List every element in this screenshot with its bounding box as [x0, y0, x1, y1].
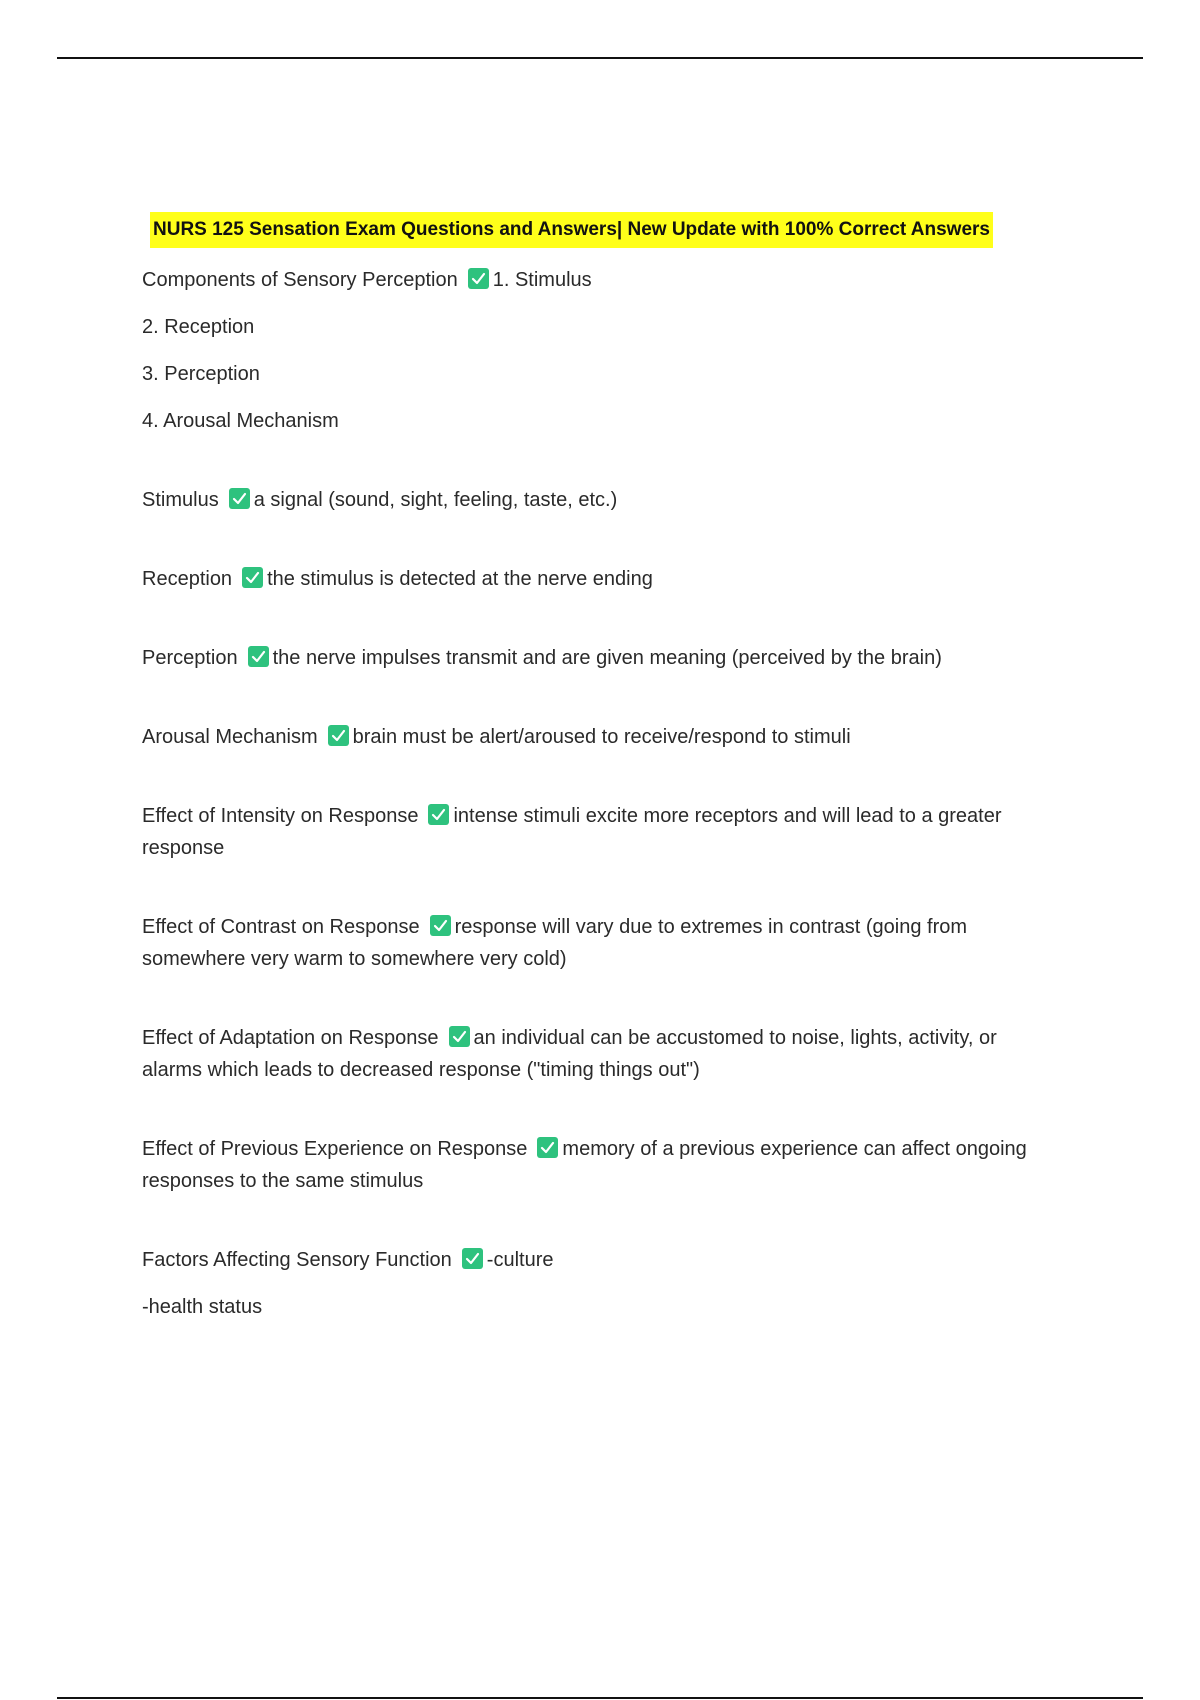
- entry-gap: [142, 990, 1062, 1022]
- entry-gap: [142, 1101, 1062, 1133]
- question-text: Effect of Contrast on Response: [142, 916, 420, 938]
- qa-entry: [142, 911, 1062, 975]
- question-text: Factors Affecting Sensory Function: [142, 1249, 452, 1271]
- question-text: Arousal Mechanism: [142, 726, 318, 748]
- answer-text: intense stimuli excite more receptors and will lead to a greater response: [142, 805, 1002, 859]
- qa-entry: [142, 264, 1062, 296]
- check-icon: [468, 268, 489, 289]
- answer-text: an individual can be accustomed to noise, lights, activity, or alarms which leads to decreased response ("timing things out"): [142, 1027, 997, 1081]
- qa-entry: [142, 1022, 1062, 1086]
- qa-entry: [142, 484, 1062, 516]
- entry-gap: [142, 531, 1062, 563]
- answer-text: memory of a previous experience can affect ongoing responses to the same stimulus: [142, 1138, 1027, 1192]
- answer-text: brain must be alert/aroused to receive/respond to stimuli: [352, 726, 851, 748]
- answer-continuation: 3. Perception: [142, 363, 260, 385]
- check-icon: [248, 646, 269, 667]
- header-rule: [57, 57, 1143, 59]
- entry-gap: [142, 610, 1062, 642]
- answer-continuation: 2. Reception: [142, 316, 255, 338]
- qa-list: [142, 264, 1062, 1323]
- qa-entry: [142, 642, 1062, 674]
- entry-gap: [142, 689, 1062, 721]
- question-text: Stimulus: [142, 489, 219, 511]
- answer-text: the stimulus is detected at the nerve ending: [267, 568, 653, 590]
- answer-continuation: -health status: [142, 1296, 263, 1318]
- title-wrap: [150, 212, 1062, 248]
- answer-text: 1. Stimulus: [492, 269, 592, 291]
- qa-entry: [142, 721, 1062, 753]
- answer-text: the nerve impulses transmit and are given meaning (perceived by the brain): [272, 647, 942, 669]
- document-title: NURS 125 Sensation Exam Questions and Answers| New Update with 100% Correct Answers: [150, 212, 993, 248]
- qa-entry: [142, 1244, 1062, 1276]
- entry-gap: [142, 452, 1062, 484]
- entry-gap: [142, 768, 1062, 800]
- answer-continuation: 4. Arousal Mechanism: [142, 410, 339, 432]
- question-text: Reception: [142, 568, 233, 590]
- footer-rule: [57, 1697, 1143, 1699]
- document-body: [142, 212, 1062, 1338]
- entry-gap: [142, 1212, 1062, 1244]
- entry-gap: [142, 879, 1062, 911]
- answer-text: -culture: [486, 1249, 554, 1271]
- question-text: Effect of Previous Experience on Response: [142, 1138, 528, 1160]
- check-icon: [449, 1026, 470, 1047]
- check-icon: [430, 915, 451, 936]
- check-icon: [537, 1137, 558, 1158]
- question-text: Effect of Adaptation on Response: [142, 1027, 439, 1049]
- check-icon: [462, 1248, 483, 1269]
- qa-entry: [142, 800, 1062, 864]
- check-icon: [229, 488, 250, 509]
- question-text: Effect of Intensity on Response: [142, 805, 419, 827]
- qa-entry: [142, 1133, 1062, 1197]
- check-icon: [428, 804, 449, 825]
- answer-text: response will vary due to extremes in contrast (going from somewhere very warm to somewhere very cold): [142, 916, 968, 970]
- question-text: Perception: [142, 647, 238, 669]
- answer-text: a signal (sound, sight, feeling, taste, etc.): [253, 489, 618, 511]
- check-icon: [328, 725, 349, 746]
- qa-entry: [142, 563, 1062, 595]
- question-text: Components of Sensory Perception: [142, 269, 458, 291]
- check-icon: [242, 567, 263, 588]
